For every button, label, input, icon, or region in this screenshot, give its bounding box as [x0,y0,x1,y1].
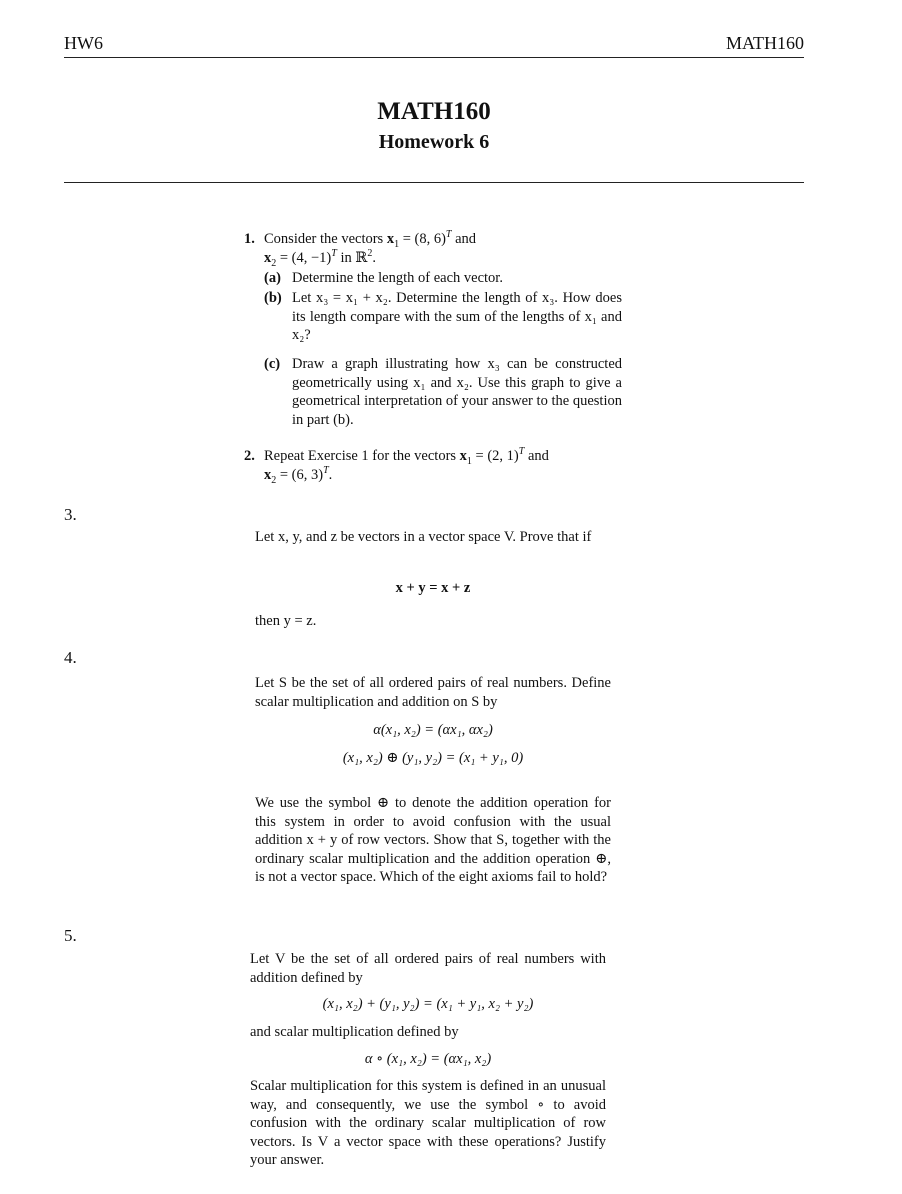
problem-1-part-c: (c) Draw a graph illustrating how x₃ can be constructed geometrically using x₁ and x₂. Use this graph to give a geometrical interpretation of your answer to the question in part (b). [264,356,622,428]
problem-3-conclusion: then y = z. [255,613,317,629]
header-left: HW6 [64,33,103,53]
problem-1-part-a: (a) Determine the length of each vector. [264,270,503,287]
page-title: MATH160 [377,98,491,125]
problem-4-number: 4. [64,648,77,667]
header-rule [64,57,804,58]
problem-1-part-b: (b) Let x₃ = x₁ + x₂. Determine the length of x₃. How does its length compare with the sum of the lengths of x₁ and x₂? [264,290,622,344]
problem-5-body: Scalar multiplication for this system is defined in an unusual way, and consequently, we use the symbol ∘ to avoid confusion with the ordinary scalar multiplication of row vectors. Is V a vector space with these operations? Justify your answer. [250,1078,606,1169]
problem-5-number: 5. [64,926,77,945]
problem-2-number: 2. [244,448,255,464]
problem-4-text: Let S be the set of all ordered pairs of real numbers. Define scalar multiplication and addition on S by [255,675,611,710]
problem-2-text: Repeat Exercise 1 for the vectors $x_1 = (2$, 1)$^T$ and $x_2 = (6$, 3)$^T$. [264,446,549,486]
problem-5-text: Let V be the set of all ordered pairs of real numbers with addition defined by [250,951,606,986]
problem-5-equation-2: α ∘ (x₁, x₂) = (αx₁, x₂) [364,1051,492,1067]
page-subtitle: Homework 6 [378,131,490,153]
problem-5-mid: and scalar multiplication defined by [250,1024,459,1040]
problem-3-equation: x + y = x + z [395,580,471,596]
problem-1-number: 1. [244,231,255,247]
problem-1-intro: Consider the vectors $x_1 = (8$, 6)$^T$ and $x_2 = (4$, −1)$^T$ in ℝ$^2$. [264,229,477,269]
problem-4-equation-1: α(x₁, x₂) = (αx₁, αx₂) [373,722,493,738]
problem-2 [244,447,622,484]
problem-3-number: 3. [64,505,77,524]
title-rule [64,182,804,183]
problem-4-equation-2: (x₁, x₂) ⊕ (y₁, y₂) = (x₁ + y₁, 0) [342,750,524,766]
problem-5-equation-1: (x₁, x₂) + (y₁, y₂) = (x₁ + y₁, x₂ + y₂) [322,996,534,1012]
problem-4-body: We use the symbol ⊕ to denote the addition operation for this system in order to avoid confusion with the usual addition x + y of row vectors. Show that S, together with the ordinary scalar multiplication and the addition operation ⊕, is not a vector space. Which of the eight axioms fail to hold? [255,795,611,886]
problem-1 [244,230,622,431]
problem-3-text: Let x, y, and z be vectors in a vector space V. Prove that if [255,529,592,545]
header-right: MATH160 [725,33,804,53]
